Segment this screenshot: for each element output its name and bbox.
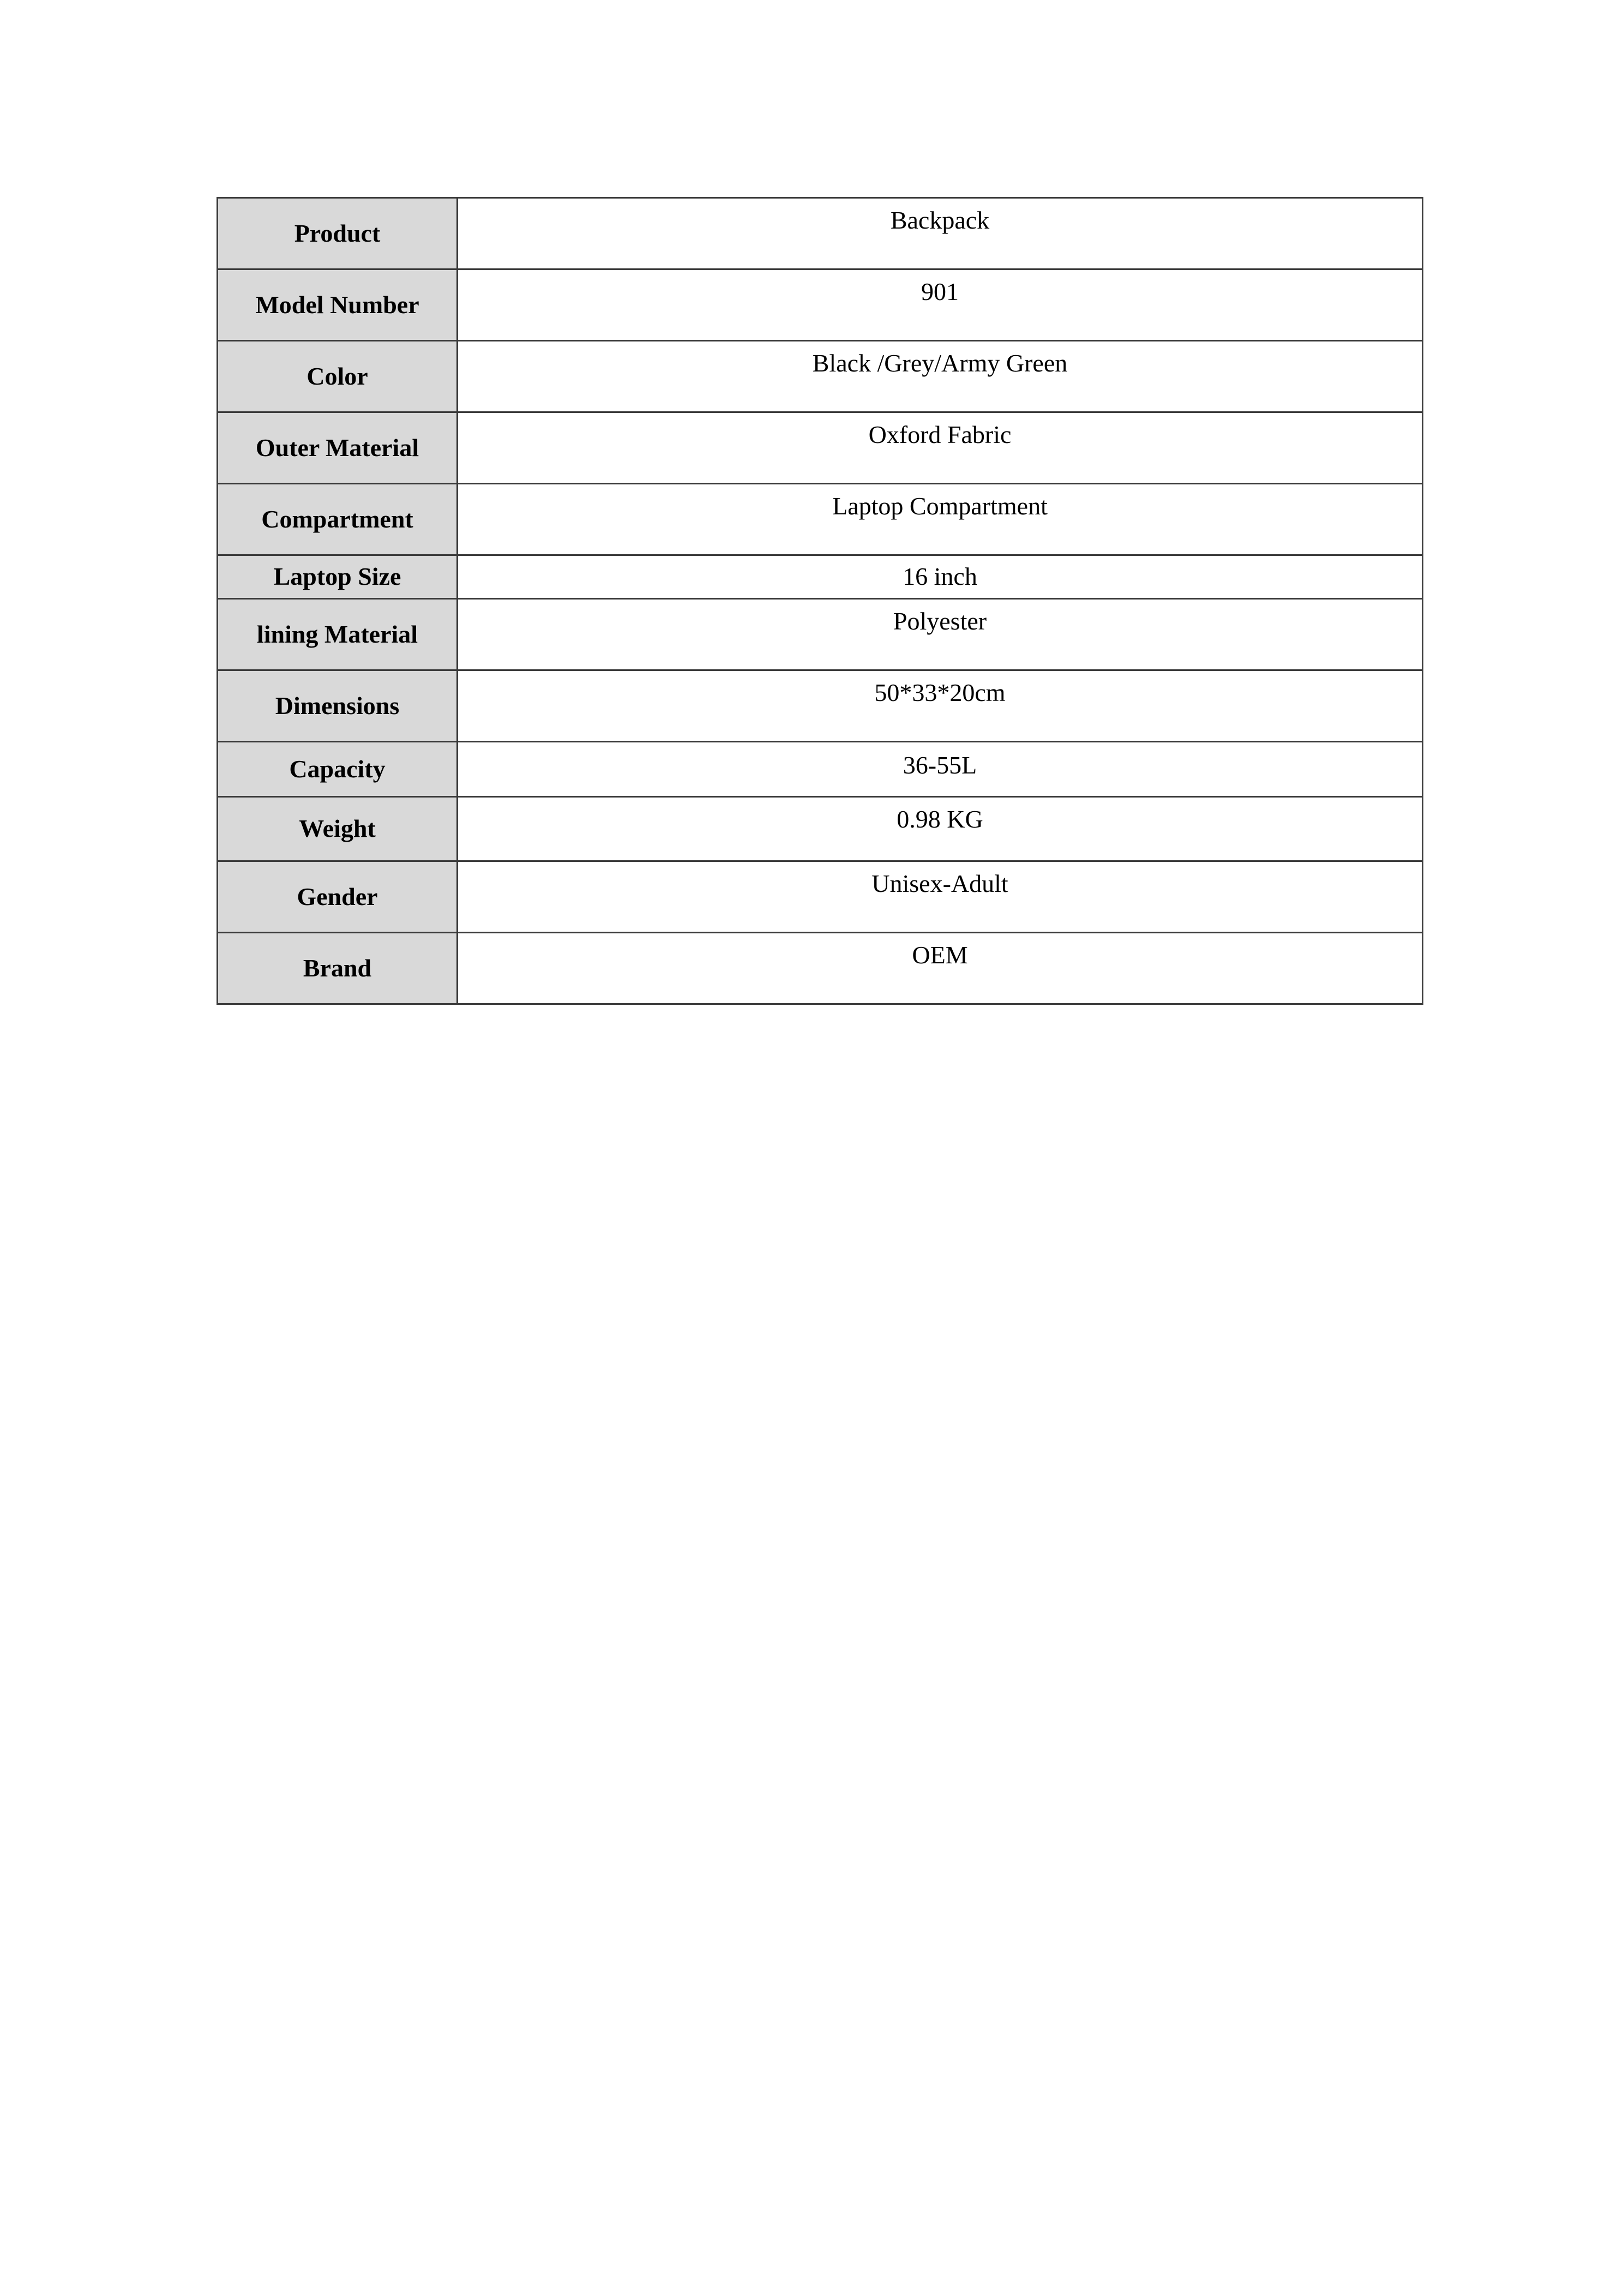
- row-value-cell: [458, 412, 1423, 484]
- table-row: [218, 269, 1423, 341]
- table-row: [218, 742, 1423, 797]
- table-row: [218, 599, 1423, 670]
- row-label: Dimensions: [218, 670, 458, 742]
- row-value: 16 inch: [903, 562, 977, 590]
- row-value: Black /Grey/Army Green: [812, 349, 1068, 377]
- row-value-cell: [458, 797, 1423, 861]
- row-value-cell: [458, 933, 1423, 1004]
- row-value: 50*33*20cm: [874, 679, 1006, 706]
- row-value: OEM: [912, 941, 968, 969]
- row-value-cell: [458, 484, 1423, 555]
- table-row: [218, 341, 1423, 412]
- row-value: Backpack: [890, 206, 990, 234]
- table-row: [218, 797, 1423, 861]
- row-value-cell: [458, 670, 1423, 742]
- row-label: Brand: [218, 933, 458, 1004]
- row-value-cell: [458, 555, 1423, 599]
- table-row: [218, 670, 1423, 742]
- row-value-cell: [458, 269, 1423, 341]
- row-value: Laptop Compartment: [832, 492, 1048, 520]
- row-label: Laptop Size: [218, 555, 458, 599]
- product-spec-table: [217, 197, 1423, 1005]
- row-value-cell: [458, 198, 1423, 269]
- row-value: Unisex-Adult: [871, 870, 1008, 897]
- row-label: Weight: [218, 797, 458, 861]
- table-row: [218, 412, 1423, 484]
- table-row: [218, 555, 1423, 599]
- row-label: Product: [218, 198, 458, 269]
- row-label: Model Number: [218, 269, 458, 341]
- table-row: [218, 484, 1423, 555]
- row-value-cell: [458, 599, 1423, 670]
- table-row: [218, 198, 1423, 269]
- row-value: 901: [921, 278, 959, 305]
- row-label: Color: [218, 341, 458, 412]
- row-label: Capacity: [218, 742, 458, 797]
- row-value-cell: [458, 341, 1423, 412]
- table-row: [218, 933, 1423, 1004]
- row-label: Compartment: [218, 484, 458, 555]
- row-value: Oxford Fabric: [868, 421, 1012, 448]
- row-value-cell: [458, 742, 1423, 797]
- row-label: Gender: [218, 861, 458, 933]
- row-label: Outer Material: [218, 412, 458, 484]
- row-label: lining Material: [218, 599, 458, 670]
- row-value: 36-55L: [903, 751, 977, 779]
- row-value-cell: [458, 861, 1423, 933]
- row-value: 0.98 KG: [897, 805, 983, 833]
- table-row: [218, 861, 1423, 933]
- row-value: Polyester: [893, 607, 987, 635]
